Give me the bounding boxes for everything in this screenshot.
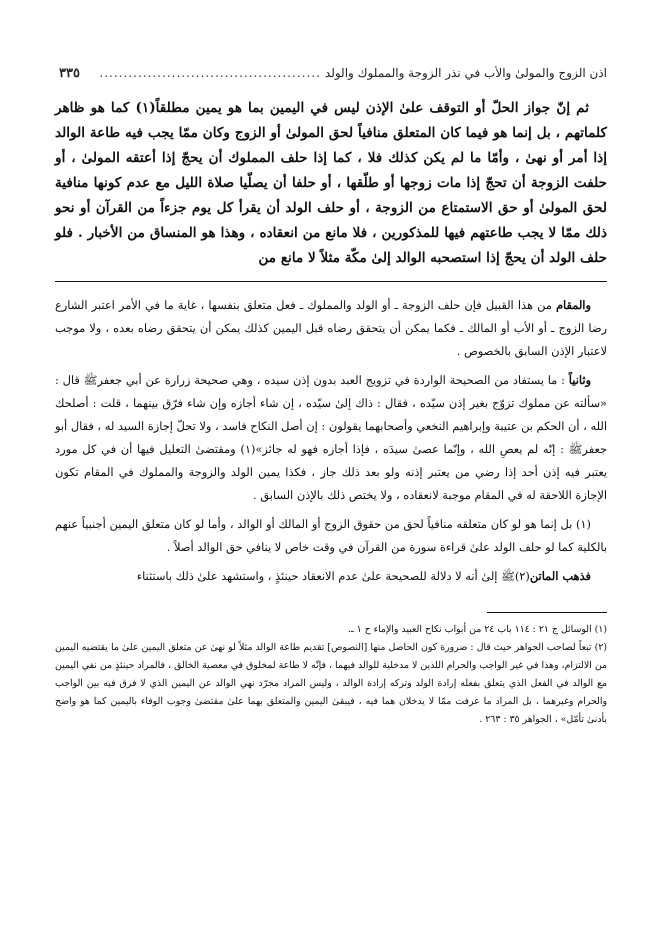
commentary-paragraph-3: (١) بل إنما هو لو كان متعلقه منافياً لحق من حقوق الزوج أو المالك أو الوالد ، وأما لو كان متعلق اليمين أجنبياً عنهم بالكلية كما لو حلف الولد علىٰ قراءة سورة من القرآن في وقت خاص لا ينافي حق الوالد أصلاً . [55, 517, 607, 554]
commentary-text-1: من هذا القبيل فإن حلف الزوجة ـ أو الولد والمملوك ـ فعل متعلق بنفسها ، غاية ما في الأمر اعتبر الشارع رضا الزوج ـ أو الأب أو المالك ـ فكما يمكن أن يتحقق رضاه قبل اليمين كذلك يمكن أن يتحقق رضاه بعده ، ولا موجب لاعتبار الإذن السابق بالخصوص . [55, 298, 607, 358]
commentary-text-4: (٢)ﷺ إلىٰ أنه لا دلالة للصحيحة علىٰ عدم الانعقاد حينئذٍ ، واستشهد علىٰ ذلك باستثناء [136, 569, 530, 583]
main-paragraph: ثم إنّ جواز الحلّ أو التوقف علىٰ الإذن ليس في اليمين بما هو يمين مطلقاً(١) كما هو ظاهر كلماتهم ، بل إنما هو فيما كان المتعلق منافياً لحق المولىٰ أو الزوج وكان ممّا يجب فيه طاعة الوالد إذا أمر أو نهىٰ ، وأمّا ما لم يكن كذلك فلا ، كما إذا حلف المملوك أن يحجّ إذا أعتقه المولىٰ ، أو حلفت الزوجة أن تحجّ إذا مات زوجها أو طلّقها ، أو حلفا أن يصلّيا صلاة الليل مع عدم كونها منافية لحق المولىٰ أو حق الاستمتاع من الزوجة ، أو حلف الولد أن يقرأ كل يوم جزءاً من القرآن أو نحو ذلك ممّا لا يجب طاعتهم فيها للمذكورين ، فلا مانع من انعقاده ، وهذا هو المنساق من الأخبار . فلو حلف الولد أن يحجّ إذا استصحبه الوالد إلىٰ مكّة مثلاً لا مانع من [55, 100, 607, 266]
commentary-lead-1: والمقام [555, 298, 591, 312]
section-divider [55, 281, 607, 282]
commentary-paragraph-1 [55, 294, 607, 363]
footnote-2: (٢) تبعاً لصاحب الجواهر حيث قال : ضرورة كون الحاصل منها [النصوص] تقديم طاعة الوالد مثلاً لو نهىٰ عن متعلق اليمين علىٰ ما يقتضيه اليمين من الالتزام، وهذا في غير الواجب والحرام اللذين لا مدخلية للوالد فيهما ، فإنّه لا طاعة لمخلوق في معصية الخالق ، فالمراد حينئذٍ من نفي اليمين مع الوالد في الفعل الذي يتعلق بفعله إرادة الولد وتركه إرادة الوالد ، وليس المراد مجرّد نهي الوالد عن اليمين الذي لا فرق فيه بين الواجب والحرام وغيرهما ، بل المراد ما عرفت ممّا لا يدخلان هما فيه ، فيبقىٰ اليمين والمتعلق بهما علىٰ مقتضىٰ وجوب الوفاء باليمين كما هو واضح بأدنىٰ تأمّل» ، الجواهر ٣٥ : ٢٦٣ . [55, 642, 607, 725]
footnotes [55, 621, 607, 729]
header-title: اذن الزوج والمولىٰ والأب في نذر الزوجة والمملوك والولد [324, 66, 607, 80]
commentary-paragraph-4 [55, 565, 607, 588]
book-page [55, 66, 607, 729]
running-header [55, 66, 607, 88]
header-leader-dots: .............................................. [99, 66, 321, 80]
page-number: ٣٣٥ [59, 66, 80, 81]
commentary-paragraph-2 [55, 369, 607, 507]
footnote-divider [487, 612, 607, 613]
commentary [55, 294, 607, 588]
main-text [55, 96, 607, 271]
commentary-lead-2: وثانياً [568, 373, 592, 387]
commentary-lead-4: فذهب الماتن [529, 569, 591, 583]
footnote-1: (١) الوسائل ج ٢١ : ١١٤ باب ٢٤ من أبواب نكاح العبيد والإماء ح ١ ـ. [347, 624, 607, 635]
commentary-text-2: : ما يستفاد من الصحيحة الواردة في تزويج العبد بدون إذن سيده ، وهي صحيحة زرارة عن أبي جعفرﷺ قال : «سألته عن مملوك تزوّج بغير إذن سيّده ، فقال : ذاك إلىٰ سيّده ، إن شاء أجازه وإن شاء فرّق بينهما ، قلت : أصلحك الله ، أن الحكم بن عتيبة وإبراهيم النخعي وأصحابهما يقولون : إن أصل النكاح فاسد ، ولا تحلّ إجازة السيد له ، فقال أبو جعفرﷺ : إنّه لم يعصِ الله ، وإنّما عصىٰ سيدَه ، فإذا أجازه فهو له جائز»(١) ومقتضىٰ التعليل فيها أن في كل مورد يعتبر فيه إذن أحد إذا رضي من يعتبر إذنه ولو بعد ذلك جاز ، فكذا يمين الولد والزوجة والمملوك في المقام تكون الإجازة اللاحقة له في المقام موجبة لانعقاده ، ولا يختص ذلك بالإذن السابق . [55, 373, 608, 502]
